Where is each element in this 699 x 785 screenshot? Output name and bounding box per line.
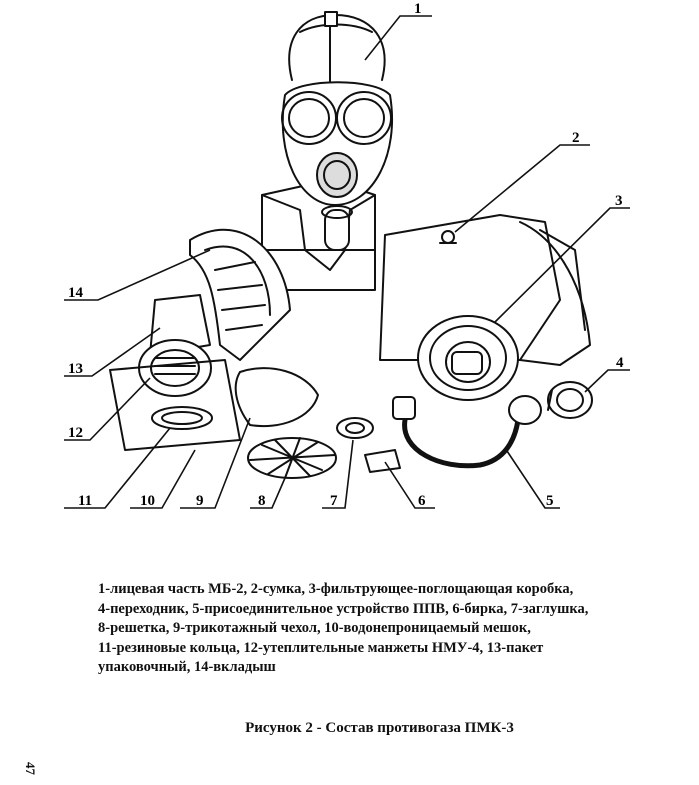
legend-line: 11-резиновые кольца, 12-утеплительные манжеты НМУ-4, 13-пакет <box>98 639 544 656</box>
callout-6: 6 <box>418 493 426 509</box>
tag-drawing <box>365 450 400 472</box>
rubber-rings-drawing <box>152 407 212 429</box>
callout-5: 5 <box>546 493 554 509</box>
legend-line: 8-решетка, 9-трикотажный чехол, 10-водонепроницаемый мешок, <box>98 620 531 636</box>
callout-1: 1 <box>414 1 422 17</box>
callout-8: 8 <box>258 493 266 509</box>
legend-line: 1-лицевая часть МБ-2, 2-сумка, 3-фильтрующее-поглощающая коробка, <box>98 581 574 597</box>
callout-11: 11 <box>78 493 93 509</box>
adapter-drawing <box>548 382 592 418</box>
callout-10: 10 <box>140 493 155 509</box>
legend-text <box>98 580 658 678</box>
callout-13: 13 <box>68 361 83 377</box>
knitted-cover-drawing <box>236 368 318 426</box>
legend-line: упаковочный, 14-вкладыш <box>98 659 276 675</box>
connector-hose-drawing <box>393 396 541 466</box>
callout-3: 3 <box>615 193 623 209</box>
callout-7: 7 <box>330 493 338 509</box>
cuffs-drawing <box>139 340 211 396</box>
face-mask-mb2-drawing <box>262 12 392 290</box>
page-number: 47 <box>23 762 38 775</box>
callout-9: 9 <box>196 493 204 509</box>
callout-14: 14 <box>68 285 83 301</box>
callout-12: 12 <box>68 425 83 441</box>
callout-4: 4 <box>616 355 624 371</box>
figure-caption: Рисунок 2 - Состав противогаза ПМК-3 <box>245 720 514 736</box>
plug-drawing <box>337 418 373 438</box>
filter-canister-drawing <box>418 316 518 400</box>
legend-line: 4-переходник, 5-присоединительное устройство ППВ, 6-бирка, 7-заглушка, <box>98 600 589 617</box>
grid-drawing <box>248 438 336 478</box>
callout-2: 2 <box>572 130 580 146</box>
